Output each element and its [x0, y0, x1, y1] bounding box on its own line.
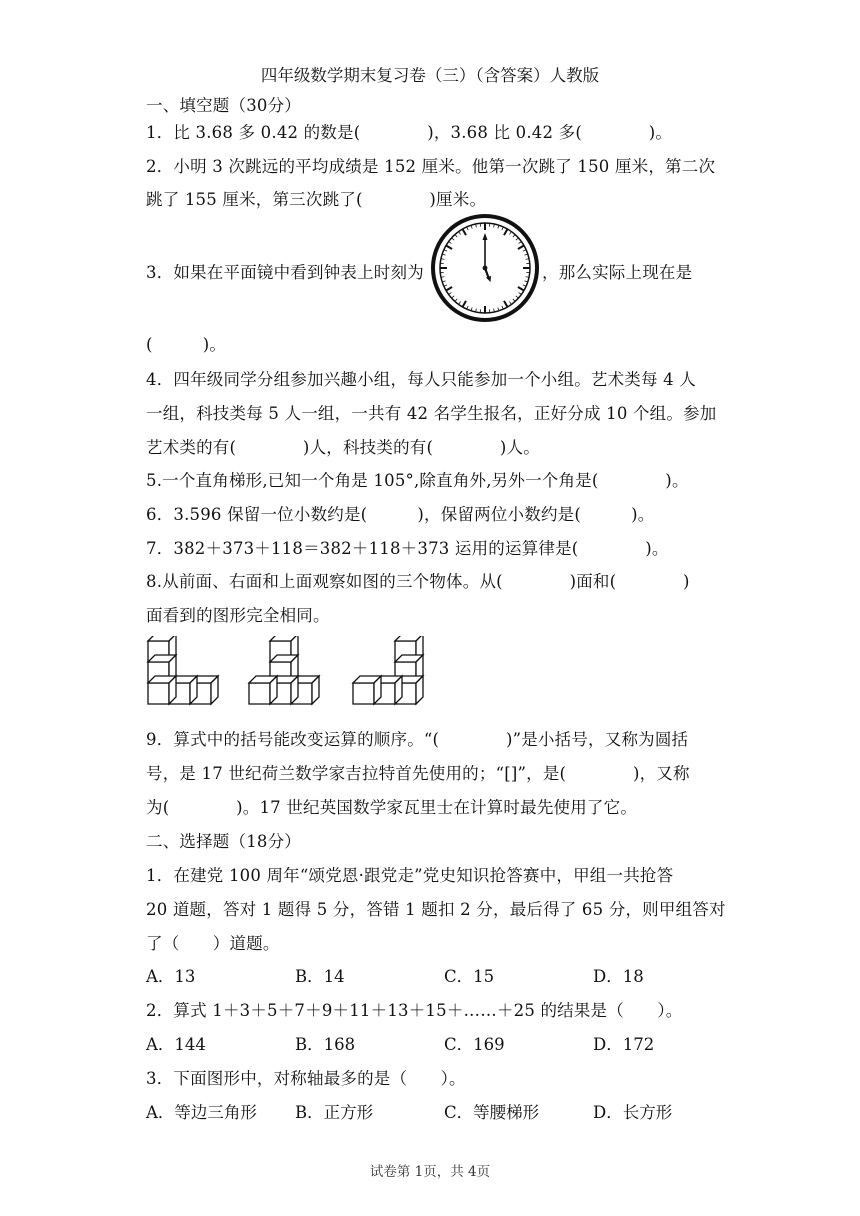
page-footer: 试卷第 1页，共 4页 [369, 1164, 491, 1180]
fill-question-7: 7．382＋373＋118＝382＋118＋373 运用的运算律是( )。 [146, 539, 669, 558]
cube [148, 676, 176, 704]
page-title: 四年级数学期末复习卷（三）（含答案）人教版 [260, 66, 600, 85]
choice-3-option-a: A．等边三角形 [146, 1103, 257, 1122]
choice-1-option-b: B．14 [295, 967, 345, 986]
cube-objects-icon [146, 636, 436, 716]
choice-3-option-d: D．长方形 [593, 1103, 673, 1122]
choice-2-option-d: D．172 [593, 1035, 655, 1054]
cube-objects-figure [146, 636, 436, 720]
fill-question-8-line1: 8.从前面、右面和上面观察如图的三个物体。从( )面和( ) [146, 572, 690, 591]
choice-1-option-c: C．15 [444, 967, 495, 986]
choice-question-1-line3: 了（ ）道题。 [146, 934, 280, 953]
fill-question-9-line2: 号，是 17 世纪荷兰数学家吉拉特首先使用的；“[]”，是( )，又称 [146, 764, 690, 783]
fill-question-4-line2: 一组，科技类每 5 人一组，一共有 42 名学生报名，正好分成 10 个组。参加 [146, 404, 717, 423]
choice-3-option-b: B．正方形 [295, 1103, 374, 1122]
cube-face [249, 683, 270, 704]
section-heading-choice: 二、选择题（18分） [146, 832, 301, 851]
fill-question-1: 1．比 3.68 多 0.42 的数是( )，3.68 比 0.42 多( )。 [146, 123, 673, 142]
choice-question-3: 3．下面图形中，对称轴最多的是（ ）。 [146, 1069, 466, 1088]
choice-question-2: 2．算式 1＋3＋5＋7＋9＋11＋13＋15＋……＋25 的结果是（ ）。 [146, 1001, 683, 1020]
clock-center [483, 266, 488, 271]
clock-figure [430, 213, 540, 327]
choice-2-option-a: A．144 [146, 1035, 206, 1054]
fill-question-8-line2: 面看到的图形完全相同。 [146, 606, 330, 625]
choice-1-option-a: A．13 [146, 967, 196, 986]
clock-icon [430, 213, 540, 323]
cube [353, 676, 381, 704]
fill-question-2-line1: 2．小明 3 次跳远的平均成绩是 152 厘米。他第一次跳了 150 厘米，第二次 [146, 157, 716, 176]
fill-question-6: 6．3.596 保留一位小数约是( )，保留两位小数约是( )。 [146, 505, 655, 524]
choice-2-option-c: C．169 [444, 1035, 505, 1054]
choice-2-option-b: B．168 [295, 1035, 356, 1054]
fill-question-9-line1: 9．算式中的括号能改变运算的顺序。“( )”是小括号，又称为圆括 [146, 730, 689, 749]
choice-question-1-line1: 1．在建党 100 周年“颂党恩·跟党走”党史知识抢答赛中，甲组一共抢答 [146, 866, 674, 885]
fill-question-4-line1: 4．四年级同学分组参加兴趣小组，每人只能参加一个小组。艺术类每 4 人 [146, 370, 696, 389]
cube-face [353, 683, 374, 704]
fill-question-5: 5.一个直角梯形,已知一个角是 105°,除直角外,另外一个角是( )。 [146, 471, 689, 490]
fill-question-3-prefix: 3．如果在平面镜中看到钟表上时刻为 [146, 263, 424, 282]
cube [249, 676, 277, 704]
fill-question-2-line2: 跳了 155 厘米，第三次跳了( )厘米。 [146, 190, 487, 209]
choice-question-1-line2: 20 道题，答对 1 题得 5 分，答错 1 题扣 2 分，最后得了 65 分，则甲组答对 [146, 900, 726, 919]
fill-question-9-line3: 为( )。17 世纪英国数学家瓦里士在计算时最先使用了它。 [146, 798, 638, 817]
section-heading-fill: 一、填空题（30分） [146, 96, 301, 115]
choice-3-option-c: C．等腰梯形 [444, 1103, 540, 1122]
fill-question-4-line3: 艺术类的有( )人，科技类的有( )人。 [146, 438, 540, 457]
choice-1-option-d: D．18 [593, 967, 644, 986]
fill-question-3-suffix: ，那么实际上现在是 [542, 263, 693, 282]
cube-face [148, 683, 169, 704]
fill-question-3-blank: ( )。 [146, 335, 227, 354]
